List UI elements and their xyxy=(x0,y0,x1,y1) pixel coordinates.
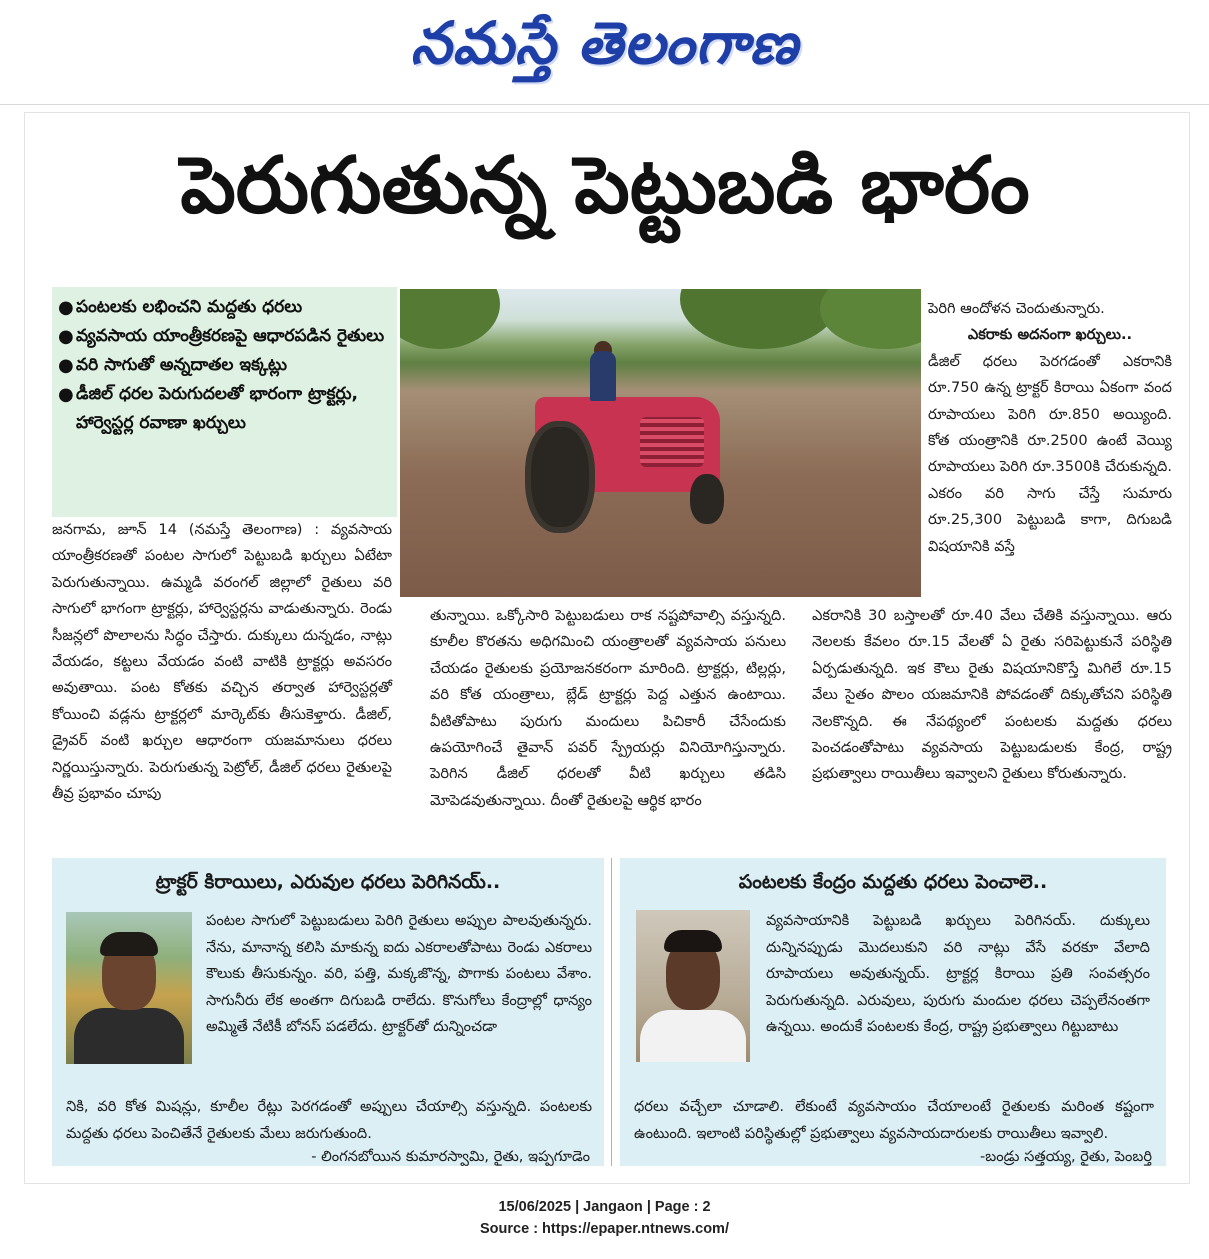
quote-text-continued: నికి, వరి కోత మిషన్లు, కూలీల రేట్లు పెరగడంతో అప్పులు చేయాల్సి వస్తున్నది. పంటలకు మద్దతు ధరలు పెంచితేనే రైతులకు మేలు జరుగుతుంది. xyxy=(66,1098,592,1142)
quote-attribution: -బండ్రు సత్తయ్య, రైతు, పెంబర్తి xyxy=(980,1148,1152,1165)
footer-source-link[interactable]: Source : https://epaper.ntnews.com/ xyxy=(480,1221,729,1237)
article-paragraph: ఎకరానికి 30 బస్తాలతో రూ.40 వేలు చేతికి వస్తున్నాయి. ఆరు నెలలకు కేవలం రూ.15 వేలతో ఏ రైతు సరిపెట్టుకునే పరిస్థితి ఏర్పడుతున్నది. ఇక కౌలు రైతు విషయానికొస్తే మిగిలే రూ.15 వేలు సైతం పొలం యజమానికి పోవడంతో దిక్కుతోచని పరిస్థితి నెలకొన్నది. ఈ నేపథ్యంలో పంటలకు మద్దతు ధరలు పెంచడంతోపాటు వ్యవసాయ పెట్టుబడులకు కేంద్ర, రాష్ట్ర ప్రభుత్వాలు రాయితీలు ఇవ్వాలని రైతులు కోరుతున్నారు. xyxy=(812,607,1172,783)
quote-text-continued: ధరలు వచ్చేలా చూడాలి. లేకుంటే వ్యవసాయం చేయాలంటే రైతులకు మరింత కష్టంగా ఉంటుంది. ఇలాంటి పరిస్థితుల్లో ప్రభుత్వాలు వ్యవసాయదారులకు రాయితీలు ఇవ్వాలి. xyxy=(634,1098,1154,1142)
page-footer xyxy=(0,1196,1209,1240)
article-column-1 xyxy=(52,517,392,807)
article-column-2 xyxy=(430,603,786,814)
quote-text: పంటల సాగులో పెట్టుబడులు పెరిగి రైతులు అప్పుల పాలవుతున్నరు. నేను, మానాన్న కలిసి మాకున్న ఐదు ఎకరాలతోపాటు రెండు ఎకరాలు కౌలుకు తీసుకున్నం. వరి, పత్తి, మక్కజొన్న, పొగాకు పంటలు వేశాం. సాగునీరు లేక అంతగా దిగుబడి రాలేదు. కొనుగోలు కేంద్రాల్లో ధాన్యం అమ్మితే నేటికీ బోనస్ పడలేదు. ట్రాక్టర్‌తో దున్నించడా xyxy=(206,912,592,1036)
headline: పెరుగుతున్న పెట్టుబడి భారం xyxy=(180,140,1030,231)
highlight-item: ● వ్యవసాయ యాంత్రీకరణపై ఆధారపడిన రైతులు xyxy=(58,322,389,351)
article-paragraph: జనగామ, జూన్ 14 (నమస్తే తెలంగాణ) : వ్యవసాయ యాంత్రీకరణతో పంటల సాగులో పెట్టుబడి ఖర్చులు ఏటేటా పెరుగుతున్నాయి. ఉమ్మడి వరంగల్ జిల్లాలో రైతులు వరి సాగులో భాగంగా ట్రాక్టర్లు, హార్వెస్టర్లను వాడుతున్నారు. రెండు సీజన్లలో పొలాలను సిద్ధం చేస్తారు. దుక్కులు దున్నడం, నాట్లు వేయడం, కట్టలు వేయడం వంటి వాటికి ట్రాక్టర్లు అవసరం అవుతాయి. పంట కోతకు వచ్చిన తర్వాత హార్వెస్టర్లతో కోయించి వడ్లను ట్రాక్టర్లలో మార్కెట్‌కు తీసుకెళ్తారు. డీజిల్, డ్రైవర్ వంటి ఖర్చుల ఆధారంగా యజమానులు ధరలు నిర్ణయిస్తున్నారు. పెరుగుతున్న పెట్రోల్, డీజిల్ ధరలు రైతులపై తీవ్ర ప్రభావం చూపు xyxy=(52,521,392,803)
bullet-icon: ● xyxy=(58,384,74,405)
masthead-title: నమస్తే తెలంగాణ xyxy=(410,8,799,77)
footer-date-edition: 15/06/2025 | Jangaon | Page : 2 xyxy=(498,1199,711,1215)
article-paragraph: పెరిగి ఆందోళన చెందుతున్నారు. xyxy=(928,300,1105,317)
highlights-box xyxy=(52,287,397,517)
highlight-item: ● వరి సాగుతో అన్నదాతల ఇక్కట్లు xyxy=(58,351,389,380)
bullet-icon: ● xyxy=(58,297,74,318)
masthead-rule xyxy=(0,104,1209,105)
article-column-3-continued xyxy=(812,603,1172,788)
highlight-item: ● డీజిల్ ధరల పెరుగుదలతో భారంగా ట్రాక్టర్లు, హార్వెస్టర్ల రవాణా ఖర్చులు xyxy=(58,380,389,438)
bullet-icon: ● xyxy=(58,355,74,376)
farmer-quote-box-right xyxy=(620,858,1166,1166)
article-subheading: ఎకరాకు అదనంగా ఖర్చులు.. xyxy=(967,326,1133,344)
quote-text: వ్యవసాయానికి పెట్టుబడి ఖర్చులు పెరిగినయ్. దుక్కులు దున్నినప్పుడు మొదలుకుని వరి నాట్లు వేసే వరకూ వేలాది రూపాయలు అవుతున్నయ్. ట్రాక్టర్ల కిరాయి ప్రతి సంవత్సరం పెరుగుతున్నది. ఎరువులు, పురుగు మందుల ధరలు చెప్పలేనంతగా ఉన్నయి. అందుకే పంటలకు కేంద్ర, రాష్ట్ర ప్రభుత్వాలు గిట్టుబాటు xyxy=(766,912,1150,1036)
article-paragraph: తున్నాయి. ఒక్కోసారి పెట్టుబడులు రాక నష్టపోవాల్సి వస్తున్నది. కూలీల కొరతను అధిగమించి యంత్రాలతో వ్యవసాయ పనులు చేయడం రైతులకు ప్రయోజనకరంగా మారింది. ట్రాక్టర్లు, టిల్లర్లు, వరి కోత యంత్రాలు, బ్లేడ్ ట్రాక్టర్లు పెద్ద ఎత్తున ఉంటాయి. వీటితోపాటు పురుగు మందులు పిచికారీ చేసేందుకు ఉపయోగించే తైవాన్ పవర్ స్ప్రేయర్లు వినియోగిస్తున్నారు. పెరిగిన డీజిల్ ధరలతో వీటి ఖర్చులు తడిసి మోపెడవుతున్నాయి. దీంతో రైతులపై ఆర్థిక భారం xyxy=(430,607,786,809)
quote-attribution: - లింగనబోయిన కుమారస్వామి, రైతు, ఇప్పగూడెం xyxy=(311,1148,590,1165)
quote-box-title: ట్రాక్టర్ కిరాయిలు, ఎరువుల ధరలు పెరిగినయ్.. xyxy=(155,871,501,893)
farmer-portrait xyxy=(66,912,192,1064)
quote-box-title: పంటలకు కేంద్రం మద్దతు ధరలు పెంచాలె.. xyxy=(738,871,1048,893)
farmer-portrait xyxy=(636,910,750,1062)
masthead-logo xyxy=(0,0,1209,100)
box-divider xyxy=(611,858,612,1166)
bullet-icon: ● xyxy=(58,326,74,347)
driver-figure xyxy=(590,351,616,401)
highlight-item: ● పంటలకు లభించని మద్దతు ధరలు xyxy=(58,293,389,322)
article-column-3 xyxy=(928,296,1172,560)
tractor-photo xyxy=(400,289,921,597)
article-paragraph: డీజిల్ ధరలు పెరగడంతో ఎకరానికి రూ.750 ఉన్న ట్రాక్టర్ కిరాయి ఏకంగా వంద రూపాయలు పెరిగి రూ.850 అయ్యింది. కోత యంత్రానికి రూ.2500 ఉంటే వెయ్యి రూపాయలు పెరిగి రూ.3500కి చేరుకున్నది. ఎకరం వరి సాగు చేస్తే సుమారు రూ.25,300 పెట్టుబడి కాగా, దిగుబడి విషయానికి వస్తే xyxy=(928,352,1172,555)
farmer-quote-box-left xyxy=(52,858,604,1166)
